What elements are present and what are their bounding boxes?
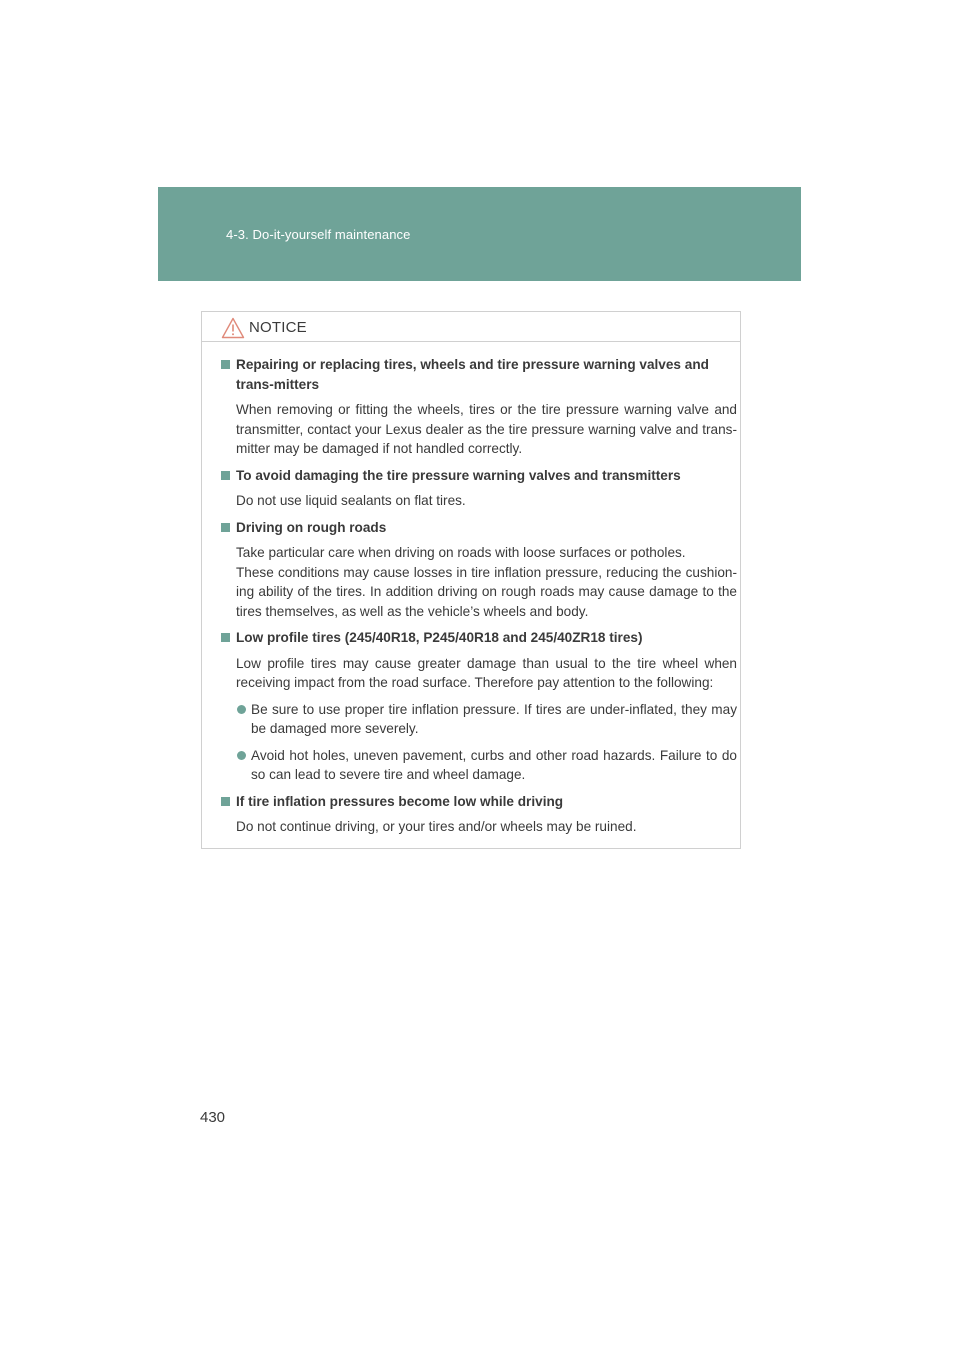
square-bullet-icon [221, 471, 230, 480]
square-bullet-icon [221, 633, 230, 642]
notice-item [219, 628, 737, 785]
item-heading: Low profile tires (245/40R18, P245/40R18 and 245/40ZR18 tires) [219, 628, 737, 648]
item-heading: To avoid damaging the tire pressure warning valves and transmitters [219, 466, 737, 486]
bullet-item: Avoid hot holes, uneven pavement, curbs and other road hazards. Failure to do so can lead to severe tire and wheel damage. [219, 746, 737, 785]
notice-item [219, 792, 737, 837]
square-bullet-icon [221, 797, 230, 806]
header-band [158, 187, 801, 281]
notice-header [202, 312, 740, 342]
square-bullet-icon [221, 360, 230, 369]
square-bullet-icon [221, 523, 230, 532]
item-paragraph: Low profile tires may cause greater damage than usual to the tire wheel when receiving impact from the road surface. Therefore pay attention to the following: [236, 655, 737, 690]
notice-body [219, 355, 737, 844]
item-heading: If tire inflation pressures become low while driving [219, 792, 737, 812]
notice-item [219, 518, 737, 622]
notice-item [219, 355, 737, 459]
page-number: 430 [200, 1109, 226, 1126]
warning-triangle-icon [221, 317, 245, 339]
item-heading: Driving on rough roads [219, 518, 737, 538]
section-title: 4-3. Do-it-yourself maintenance [226, 227, 411, 242]
item-paragraph: Do not use liquid sealants on flat tires. [236, 493, 466, 508]
item-paragraph: Do not continue driving, or your tires and/or wheels may be ruined. [236, 819, 637, 834]
item-paragraph: These conditions may cause losses in tire inflation pressure, reducing the cushion-ing ability of the tires. In addition driving on rough roads may cause damage to the tires themselves, as well as the vehicle’s wheels and body. [236, 564, 737, 619]
round-bullet-icon [237, 705, 246, 714]
notice-item [219, 466, 737, 511]
bullet-item: Be sure to use proper tire inflation pressure. If tires are under-inflated, they may be damaged more severely. [219, 700, 737, 739]
item-paragraph: Take particular care when driving on roads with loose surfaces or potholes. [236, 545, 686, 560]
item-heading: Repairing or replacing tires, wheels and tire pressure warning valves and trans-mitters [219, 355, 737, 394]
item-paragraph: When removing or fitting the wheels, tires or the tire pressure warning valve and transmitter, contact your Lexus dealer as the tire pressure warning valve and trans-mitter may be damaged if not handled correctly. [236, 402, 737, 456]
round-bullet-icon [237, 751, 246, 760]
notice-label: NOTICE [249, 319, 307, 336]
notice-box [201, 311, 741, 849]
